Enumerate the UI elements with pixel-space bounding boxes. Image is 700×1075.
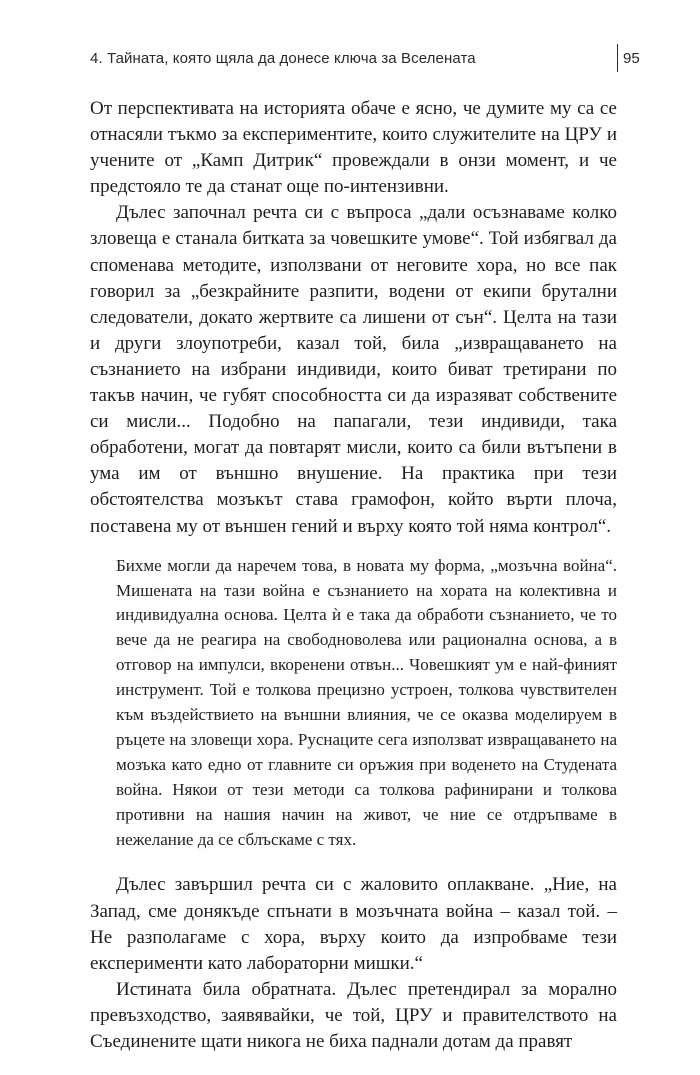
paragraph: От перспективата на историята обаче е ясно, че думите му са се отнасяли тъкмо за експериментите, които служителите на ЦРУ и учените от „Камп Дитрик“ провеждали в онзи момент, и че предстояло те да станат още по-интензивни. [90, 98, 617, 198]
paragraph: Дълес започнал речта си с въпроса „дали осъзнаваме колко зловеща е станала битката за човешките умове“. Той избягвал да споменава методите, използвани от неговите хора, но все пак говорил за „безкрайните разпити, водени от екипи брутални следователи, докато жертвите са лишени от сън“. Целта на тази и други злоупотреби, казал той, била „извращаването на съзнанието на избрани индивиди, които биват третирани по такъв начин, че губят способността си да изразяват собствените си мисли... Подобно на папагали, тези индивиди, така обработени, могат да повтарят мисли, които са били вътъпени в ума им от външно внушение. На практика при тези обстоятелства мозъкът става грамофон, който върти плоча, поставена му от външен гений и върху която той няма контрол“. [90, 202, 617, 537]
page-number: 95 [623, 50, 640, 67]
chapter-title: 4. Тайната, която щяла да донесе ключа за Вселената [90, 50, 476, 67]
block-quote: Бихме могли да наречем това, в новата му форма, „мозъчна война“. Мишената на тази война е съзнанието на хората на колективна и индивидуална основа. Целта ѝ е така да обработи съзнанието, че то вече да не реагира на свободноволева или рационална основа, а в отговор на импулси, вкоренени отвън... Човешкият ум е най-финият инструмент. Той е толкова прецизно устроен, толкова чувствителен към въздействието на външни влияния, че се оказва моделируем в ръцете на зловещи хора. Руснаците сега използват извращаването на мозъка като едно от главните си оръжия при воденето на Студената война. Някои от тези методи са толкова рафинирани и толкова противни на нашия начин на живот, че ние се отдръпваме в нежелание да се сблъскаме с тях. [116, 555, 617, 849]
paragraph: Дълес завършил речта си с жаловито оплакване. „Ние, на Запад, сме донякъде спънати в мозъчната война – казал той. – Не разполагаме с хора, върху които да изпробваме тези експерименти като лабораторни мишки.“ [90, 874, 617, 974]
paragraph: Истината била обратната. Дълес претендирал за морално превъзходство, заявявайки, че той, ЦРУ и правителството на Съединените щати никога не биха паднали дотам да правят [90, 978, 617, 1053]
running-header [90, 44, 640, 72]
header-divider [617, 44, 618, 72]
body-text [90, 96, 617, 1055]
